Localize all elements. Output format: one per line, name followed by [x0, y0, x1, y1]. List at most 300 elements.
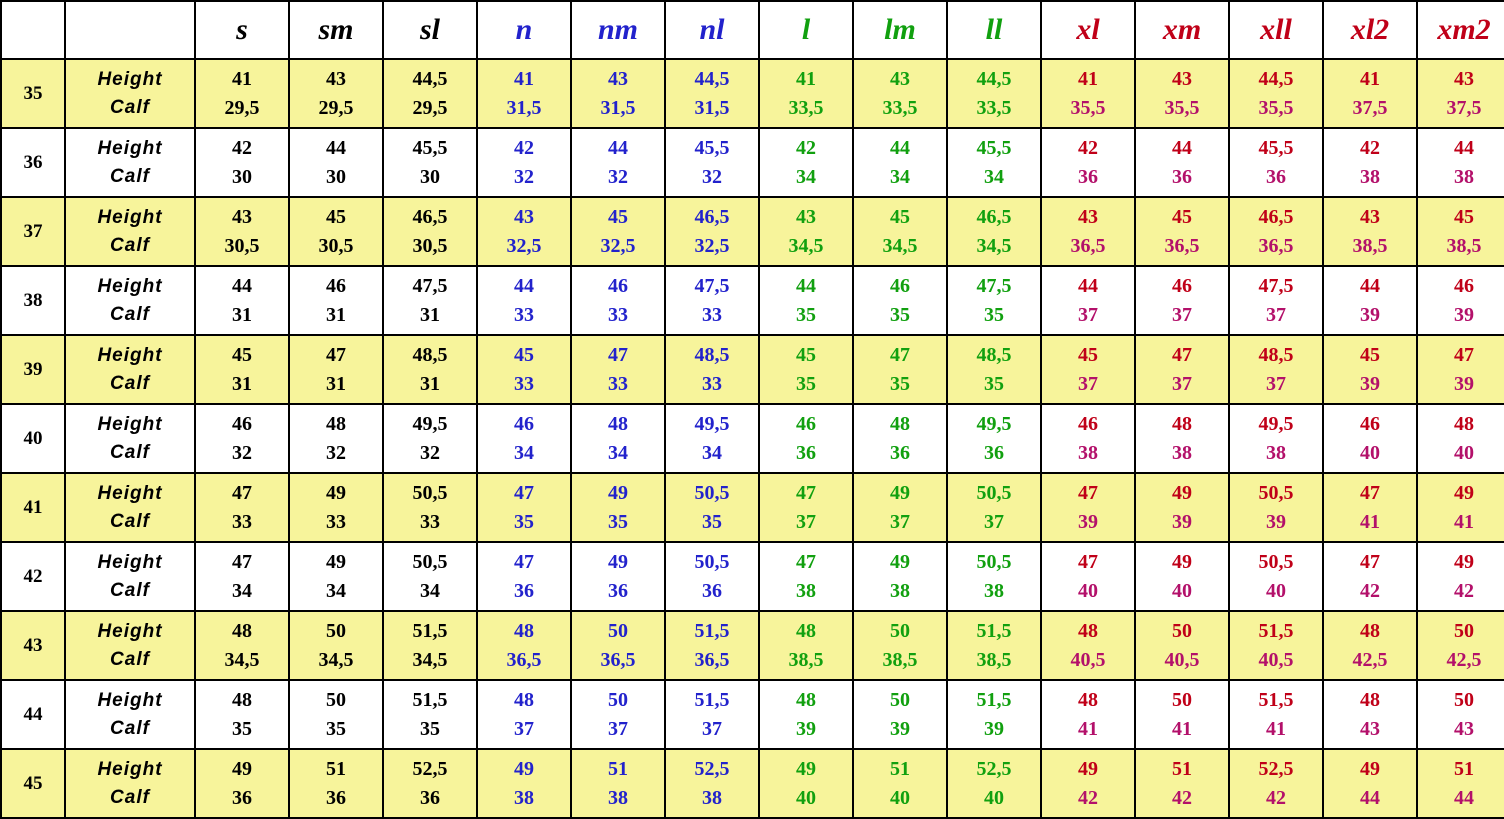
height-value: 43 [890, 67, 910, 90]
cell-xm-39 [1135, 335, 1229, 404]
cell-lm-35 [853, 59, 947, 128]
cell-lm-40 [853, 404, 947, 473]
calf-label: Calf [110, 786, 150, 808]
cell-lm-36 [853, 128, 947, 197]
header-col-xm: xm [1135, 1, 1229, 59]
calf-value: 35 [796, 372, 816, 395]
cell-s-36 [195, 128, 289, 197]
cell-xm2-42 [1417, 542, 1504, 611]
cell-sm-38 [289, 266, 383, 335]
calf-value: 38,5 [788, 648, 824, 671]
height-value: 46 [514, 412, 534, 435]
height-value: 51 [890, 757, 910, 780]
height-value: 47 [232, 481, 252, 504]
cell-sm-45 [289, 749, 383, 818]
cell-ll-45 [947, 749, 1041, 818]
calf-value: 35 [608, 510, 628, 533]
cell-lm-43 [853, 611, 947, 680]
calf-label: Calf [110, 234, 150, 256]
height-value: 50,5 [694, 550, 730, 573]
height-value: 45 [1454, 205, 1474, 228]
height-value: 50,5 [412, 550, 448, 573]
cell-ll-36 [947, 128, 1041, 197]
cell-xl-36 [1041, 128, 1135, 197]
height-value: 50 [608, 688, 628, 711]
calf-label: Calf [110, 648, 150, 670]
height-value: 44 [1172, 136, 1192, 159]
height-value: 49 [796, 757, 816, 780]
height-value: 48,5 [976, 343, 1012, 366]
calf-value: 29,5 [224, 96, 260, 119]
height-value: 46 [1172, 274, 1192, 297]
calf-value: 30,5 [224, 234, 260, 257]
height-value: 50,5 [412, 481, 448, 504]
height-value: 49 [514, 757, 534, 780]
calf-value: 41 [1454, 510, 1474, 533]
calf-value: 34,5 [318, 648, 354, 671]
calf-value: 36 [984, 441, 1004, 464]
cell-xm2-40 [1417, 404, 1504, 473]
cell-lm-37 [853, 197, 947, 266]
header-col-xll: xll [1229, 1, 1323, 59]
cell-xm2-41 [1417, 473, 1504, 542]
cell-ll-44 [947, 680, 1041, 749]
calf-value: 34,5 [976, 234, 1012, 257]
calf-value: 33 [420, 510, 440, 533]
calf-value: 37 [890, 510, 910, 533]
cell-nl-38 [665, 266, 759, 335]
row-size-label: 44 [1, 680, 65, 749]
header-col-xm2: xm2 [1417, 1, 1504, 59]
cell-nl-36 [665, 128, 759, 197]
height-value: 47,5 [976, 274, 1012, 297]
height-value: 48 [1078, 688, 1098, 711]
calf-value: 33,5 [882, 96, 918, 119]
table-row [1, 404, 1504, 473]
table-body [1, 59, 1504, 818]
calf-value: 36 [1172, 165, 1192, 188]
height-value: 41 [1078, 67, 1098, 90]
cell-nm-38 [571, 266, 665, 335]
cell-xll-44 [1229, 680, 1323, 749]
calf-value: 38 [890, 579, 910, 602]
cell-xl-43 [1041, 611, 1135, 680]
height-value: 44 [796, 274, 816, 297]
cell-xll-40 [1229, 404, 1323, 473]
cell-s-45 [195, 749, 289, 818]
calf-value: 37 [1266, 372, 1286, 395]
cell-nm-36 [571, 128, 665, 197]
height-value: 49 [1172, 550, 1192, 573]
cell-xl2-40 [1323, 404, 1417, 473]
height-value: 44 [608, 136, 628, 159]
calf-value: 31,5 [694, 96, 730, 119]
cell-xm2-37 [1417, 197, 1504, 266]
height-value: 49 [1454, 481, 1474, 504]
calf-value: 37 [1078, 303, 1098, 326]
height-value: 46,5 [976, 205, 1012, 228]
height-label: Height [97, 413, 163, 435]
cell-xll-45 [1229, 749, 1323, 818]
cell-ll-43 [947, 611, 1041, 680]
calf-value: 34 [984, 165, 1004, 188]
height-value: 48 [1360, 619, 1380, 642]
height-value: 48 [1360, 688, 1380, 711]
cell-lm-44 [853, 680, 947, 749]
row-measure-labels [65, 611, 195, 680]
cell-xl-40 [1041, 404, 1135, 473]
cell-n-38 [477, 266, 571, 335]
row-measure-labels [65, 335, 195, 404]
height-value: 46 [1078, 412, 1098, 435]
calf-value: 39 [1360, 372, 1380, 395]
calf-value: 39 [1454, 303, 1474, 326]
height-value: 46,5 [1258, 205, 1294, 228]
row-size-label: 40 [1, 404, 65, 473]
height-value: 51 [1454, 757, 1474, 780]
cell-xll-39 [1229, 335, 1323, 404]
height-value: 44 [1454, 136, 1474, 159]
cell-nm-37 [571, 197, 665, 266]
cell-xl2-45 [1323, 749, 1417, 818]
cell-n-41 [477, 473, 571, 542]
cell-sl-35 [383, 59, 477, 128]
cell-xll-42 [1229, 542, 1323, 611]
height-value: 48 [232, 688, 252, 711]
cell-nm-43 [571, 611, 665, 680]
cell-xll-43 [1229, 611, 1323, 680]
height-value: 43 [608, 67, 628, 90]
cell-nl-45 [665, 749, 759, 818]
row-measure-labels [65, 680, 195, 749]
cell-n-39 [477, 335, 571, 404]
cell-s-40 [195, 404, 289, 473]
calf-value: 36 [420, 786, 440, 809]
header-col-sl: sl [383, 1, 477, 59]
cell-l-35 [759, 59, 853, 128]
row-measure-labels [65, 266, 195, 335]
height-value: 45,5 [976, 136, 1012, 159]
calf-value: 38,5 [1446, 234, 1482, 257]
header-col-xl2: xl2 [1323, 1, 1417, 59]
height-value: 48 [796, 688, 816, 711]
height-value: 44 [1360, 274, 1380, 297]
calf-value: 32,5 [694, 234, 730, 257]
calf-value: 38 [1172, 441, 1192, 464]
height-value: 47 [1360, 550, 1380, 573]
cell-sl-43 [383, 611, 477, 680]
height-value: 49 [326, 550, 346, 573]
height-value: 48 [514, 619, 534, 642]
calf-value: 42 [1360, 579, 1380, 602]
cell-xl-38 [1041, 266, 1135, 335]
calf-value: 40 [984, 786, 1004, 809]
height-label: Height [97, 551, 163, 573]
cell-xm-41 [1135, 473, 1229, 542]
calf-value: 35,5 [1164, 96, 1200, 119]
cell-xl-35 [1041, 59, 1135, 128]
height-value: 46 [796, 412, 816, 435]
calf-value: 40,5 [1164, 648, 1200, 671]
height-value: 42 [232, 136, 252, 159]
cell-xl2-41 [1323, 473, 1417, 542]
calf-value: 32 [326, 441, 346, 464]
calf-value: 35 [702, 510, 722, 533]
cell-xll-38 [1229, 266, 1323, 335]
calf-value: 36,5 [600, 648, 636, 671]
calf-value: 31,5 [600, 96, 636, 119]
calf-value: 43 [1360, 717, 1380, 740]
height-value: 44,5 [412, 67, 448, 90]
cell-ll-38 [947, 266, 1041, 335]
height-value: 49,5 [694, 412, 730, 435]
height-value: 52,5 [1258, 757, 1294, 780]
height-value: 48,5 [694, 343, 730, 366]
height-value: 47 [1172, 343, 1192, 366]
height-value: 50 [608, 619, 628, 642]
table-row [1, 611, 1504, 680]
cell-sm-35 [289, 59, 383, 128]
height-value: 48 [608, 412, 628, 435]
calf-value: 41 [1078, 717, 1098, 740]
calf-value: 33 [232, 510, 252, 533]
cell-xl2-35 [1323, 59, 1417, 128]
calf-value: 42 [1454, 579, 1474, 602]
cell-l-37 [759, 197, 853, 266]
cell-lm-41 [853, 473, 947, 542]
calf-value: 32 [608, 165, 628, 188]
cell-xl2-37 [1323, 197, 1417, 266]
calf-value: 44 [1360, 786, 1380, 809]
calf-value: 38 [1360, 165, 1380, 188]
calf-value: 32,5 [600, 234, 636, 257]
cell-nl-42 [665, 542, 759, 611]
calf-value: 34,5 [788, 234, 824, 257]
calf-value: 36 [1266, 165, 1286, 188]
height-value: 46 [326, 274, 346, 297]
cell-xm-38 [1135, 266, 1229, 335]
table-header-row [1, 1, 1504, 59]
cell-n-37 [477, 197, 571, 266]
height-value: 45,5 [694, 136, 730, 159]
height-value: 50 [326, 619, 346, 642]
cell-xm-36 [1135, 128, 1229, 197]
cell-lm-42 [853, 542, 947, 611]
calf-value: 42 [1078, 786, 1098, 809]
height-value: 50 [1454, 619, 1474, 642]
cell-ll-42 [947, 542, 1041, 611]
header-col-s: s [195, 1, 289, 59]
calf-value: 34 [514, 441, 534, 464]
cell-s-42 [195, 542, 289, 611]
cell-xl2-36 [1323, 128, 1417, 197]
calf-value: 31 [420, 303, 440, 326]
height-value: 51 [326, 757, 346, 780]
calf-value: 38 [1454, 165, 1474, 188]
calf-value: 35,5 [1070, 96, 1106, 119]
cell-l-41 [759, 473, 853, 542]
height-value: 47 [1360, 481, 1380, 504]
table-row [1, 473, 1504, 542]
table-row [1, 680, 1504, 749]
cell-xl-42 [1041, 542, 1135, 611]
height-value: 48 [514, 688, 534, 711]
height-value: 49 [326, 481, 346, 504]
cell-s-41 [195, 473, 289, 542]
calf-value: 35 [890, 372, 910, 395]
height-value: 47 [514, 481, 534, 504]
cell-n-45 [477, 749, 571, 818]
cell-xl2-38 [1323, 266, 1417, 335]
cell-s-39 [195, 335, 289, 404]
row-size-label: 37 [1, 197, 65, 266]
calf-value: 30,5 [412, 234, 448, 257]
height-value: 48 [890, 412, 910, 435]
calf-value: 38 [1266, 441, 1286, 464]
height-value: 51,5 [1258, 619, 1294, 642]
calf-value: 34 [326, 579, 346, 602]
cell-s-43 [195, 611, 289, 680]
height-value: 44 [890, 136, 910, 159]
height-value: 43 [1454, 67, 1474, 90]
row-size-label: 39 [1, 335, 65, 404]
height-value: 52,5 [694, 757, 730, 780]
header-col-n: n [477, 1, 571, 59]
calf-value: 33,5 [976, 96, 1012, 119]
cell-l-45 [759, 749, 853, 818]
table-row [1, 266, 1504, 335]
height-value: 46,5 [412, 205, 448, 228]
height-value: 48 [326, 412, 346, 435]
calf-value: 36 [232, 786, 252, 809]
calf-label: Calf [110, 303, 150, 325]
height-value: 49 [1172, 481, 1192, 504]
height-value: 41 [232, 67, 252, 90]
cell-xm-37 [1135, 197, 1229, 266]
cell-sl-45 [383, 749, 477, 818]
calf-label: Calf [110, 510, 150, 532]
cell-n-44 [477, 680, 571, 749]
calf-value: 33,5 [788, 96, 824, 119]
height-value: 49 [1360, 757, 1380, 780]
height-value: 41 [796, 67, 816, 90]
calf-label: Calf [110, 165, 150, 187]
height-value: 44 [514, 274, 534, 297]
calf-value: 29,5 [412, 96, 448, 119]
height-value: 50,5 [1258, 550, 1294, 573]
height-value: 50,5 [976, 481, 1012, 504]
calf-value: 40,5 [1258, 648, 1294, 671]
calf-value: 39 [890, 717, 910, 740]
cell-xm-45 [1135, 749, 1229, 818]
height-value: 44,5 [1258, 67, 1294, 90]
calf-value: 33 [608, 372, 628, 395]
height-value: 50,5 [976, 550, 1012, 573]
height-value: 48 [232, 619, 252, 642]
table-row [1, 335, 1504, 404]
calf-label: Calf [110, 372, 150, 394]
height-value: 48 [1454, 412, 1474, 435]
cell-n-40 [477, 404, 571, 473]
cell-nm-45 [571, 749, 665, 818]
cell-s-38 [195, 266, 289, 335]
height-value: 42 [796, 136, 816, 159]
table-row [1, 197, 1504, 266]
calf-value: 37 [514, 717, 534, 740]
calf-value: 35 [984, 372, 1004, 395]
calf-value: 39 [1360, 303, 1380, 326]
row-measure-labels [65, 59, 195, 128]
cell-lm-45 [853, 749, 947, 818]
height-value: 45,5 [1258, 136, 1294, 159]
height-value: 49 [890, 481, 910, 504]
calf-value: 42,5 [1352, 648, 1388, 671]
height-value: 47 [796, 481, 816, 504]
height-value: 43 [1078, 205, 1098, 228]
height-value: 49 [1454, 550, 1474, 573]
row-size-label: 43 [1, 611, 65, 680]
height-value: 47 [1078, 550, 1098, 573]
calf-value: 35 [232, 717, 252, 740]
height-value: 49 [608, 481, 628, 504]
height-value: 51,5 [1258, 688, 1294, 711]
height-value: 45 [514, 343, 534, 366]
calf-value: 42 [1266, 786, 1286, 809]
height-value: 49,5 [976, 412, 1012, 435]
height-value: 49 [1078, 757, 1098, 780]
cell-sl-37 [383, 197, 477, 266]
calf-value: 32 [232, 441, 252, 464]
cell-lm-39 [853, 335, 947, 404]
height-value: 46 [608, 274, 628, 297]
calf-value: 31 [420, 372, 440, 395]
cell-sl-44 [383, 680, 477, 749]
height-value: 45 [890, 205, 910, 228]
calf-value: 36,5 [506, 648, 542, 671]
calf-value: 34,5 [882, 234, 918, 257]
height-value: 44 [326, 136, 346, 159]
calf-value: 39 [796, 717, 816, 740]
height-label: Height [97, 758, 163, 780]
row-measure-labels [65, 128, 195, 197]
calf-value: 35 [796, 303, 816, 326]
height-value: 43 [1172, 67, 1192, 90]
cell-sm-37 [289, 197, 383, 266]
header-col-xl: xl [1041, 1, 1135, 59]
height-value: 45 [1078, 343, 1098, 366]
calf-value: 34 [890, 165, 910, 188]
calf-value: 36 [514, 579, 534, 602]
calf-value: 36 [796, 441, 816, 464]
height-label: Height [97, 620, 163, 642]
cell-lm-38 [853, 266, 947, 335]
cell-xll-36 [1229, 128, 1323, 197]
calf-value: 35 [984, 303, 1004, 326]
calf-value: 38,5 [882, 648, 918, 671]
cell-xl-37 [1041, 197, 1135, 266]
calf-value: 38 [514, 786, 534, 809]
height-value: 50,5 [694, 481, 730, 504]
calf-value: 33 [608, 303, 628, 326]
height-label: Height [97, 206, 163, 228]
height-label: Height [97, 137, 163, 159]
header-col-nl: nl [665, 1, 759, 59]
calf-value: 34,5 [412, 648, 448, 671]
cell-l-36 [759, 128, 853, 197]
calf-value: 37 [1172, 303, 1192, 326]
cell-nm-39 [571, 335, 665, 404]
height-value: 50 [1172, 688, 1192, 711]
